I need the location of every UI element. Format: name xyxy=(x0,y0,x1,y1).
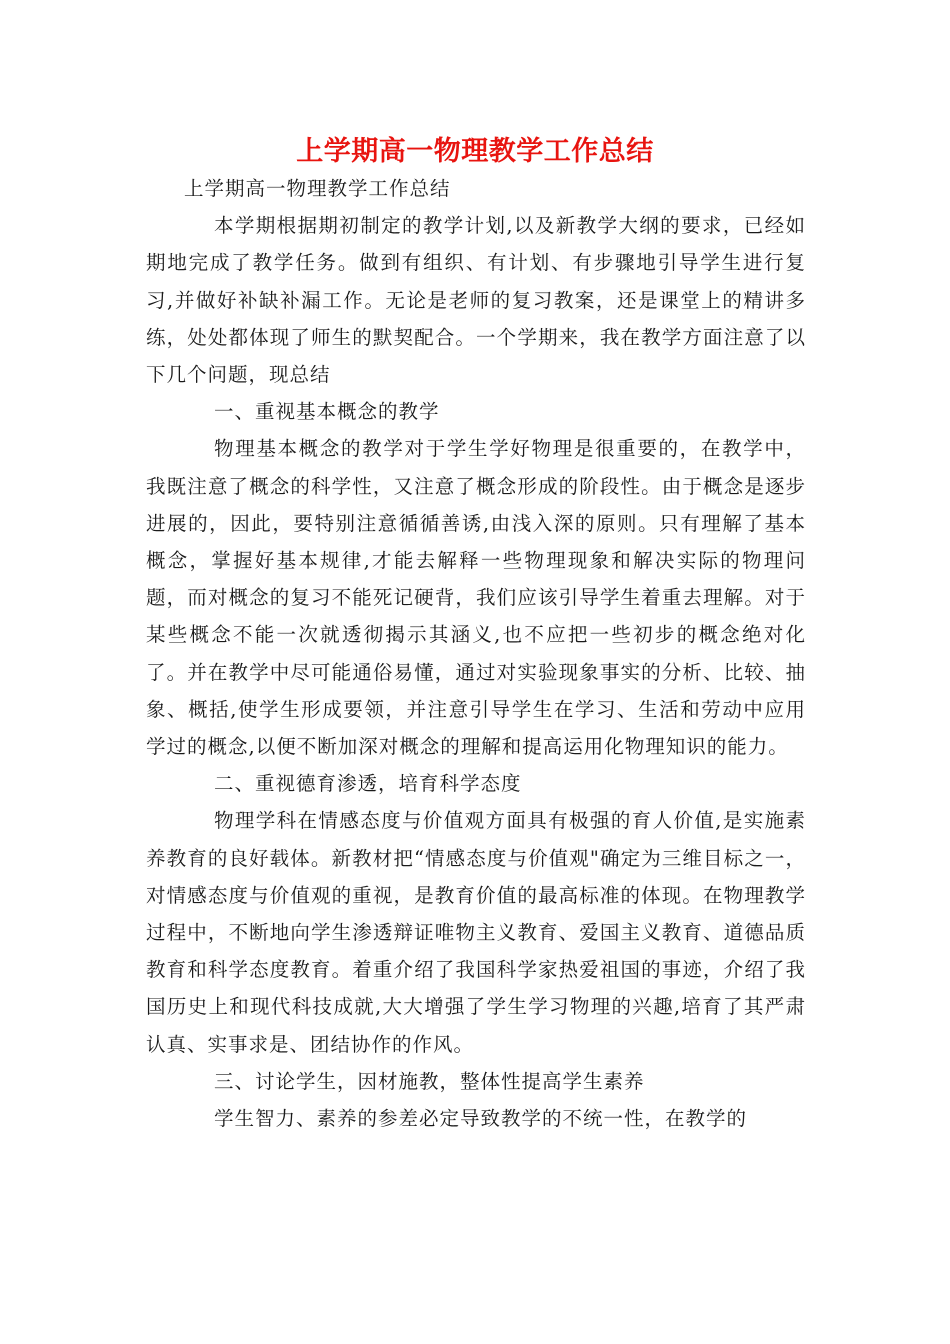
paragraph-intro: 本学期根据期初制定的教学计划,以及新教学大纲的要求，已经如期地完成了教学任务。做到有组织、有计划、有步骤地引导学生进行复习,并做好补缺补漏工作。无论是老师的复习教案，还是课堂上的精讲多练，处处都体现了师生的默契配合。一个学期来，我在教学方面注意了以下几个问题，现总结 xyxy=(146,214,806,387)
paragraph-section-2: 物理学科在情感态度与价值观方面具有极强的育人价值,是实施素养教育的良好载体。新教材把“情感态度与价值观"确定为三维目标之一，对情感态度与价值观的重视，是教育价值的最高标准的体现。在物理教学过程中，不断地向学生渗透辩证唯物主义教育、爱国主义教育、道德品质教育和科学态度教育。着重介绍了我国科学家热爱祖国的事迹，介绍了我国历史上和现代科技成就,大大增强了学生学习物理的兴趣,培育了其严肃认真、实事求是、团结协作的作风。 xyxy=(146,809,806,1056)
section-heading-3: 三、讨论学生，因材施教，整体性提高学生素养 xyxy=(214,1069,645,1093)
paragraph-section-1: 物理基本概念的教学对于学生学好物理是很重要的，在教学中，我既注意了概念的科学性，又注意了概念形成的阶段性。由于概念是逐步进展的，因此，要特别注意循循善诱,由浅入深的原则。只有理解了基本概念，掌握好基本规律,才能去解释一些物理现象和解决实际的物理问题，而对概念的复习不能死记硬背，我们应该引导学生着重去理解。对于某些概念不能一次就透彻揭示其涵义,也不应把一些初步的概念绝对化了。并在教学中尽可能通俗易懂，通过对实验现象事实的分析、比较、抽象、概括,使学生形成要领，并注意引导学生在学习、生活和劳动中应用学过的概念,以便不断加深对概念的理解和提高运用化物理知识的能力。 xyxy=(146,437,806,759)
document-subtitle: 上学期高一物理教学工作总结 xyxy=(184,177,451,200)
document-body xyxy=(146,170,806,1137)
paragraph-section-3: 学生智力、素养的参差必定导致教学的不统一性，在教学的 xyxy=(214,1107,748,1131)
section-heading-2: 二、重视德育渗透，培育科学态度 xyxy=(214,772,522,796)
section-heading-1: 一、重视基本概念的教学 xyxy=(214,400,440,424)
document-title: 上学期高一物理教学工作总结 xyxy=(296,136,654,167)
